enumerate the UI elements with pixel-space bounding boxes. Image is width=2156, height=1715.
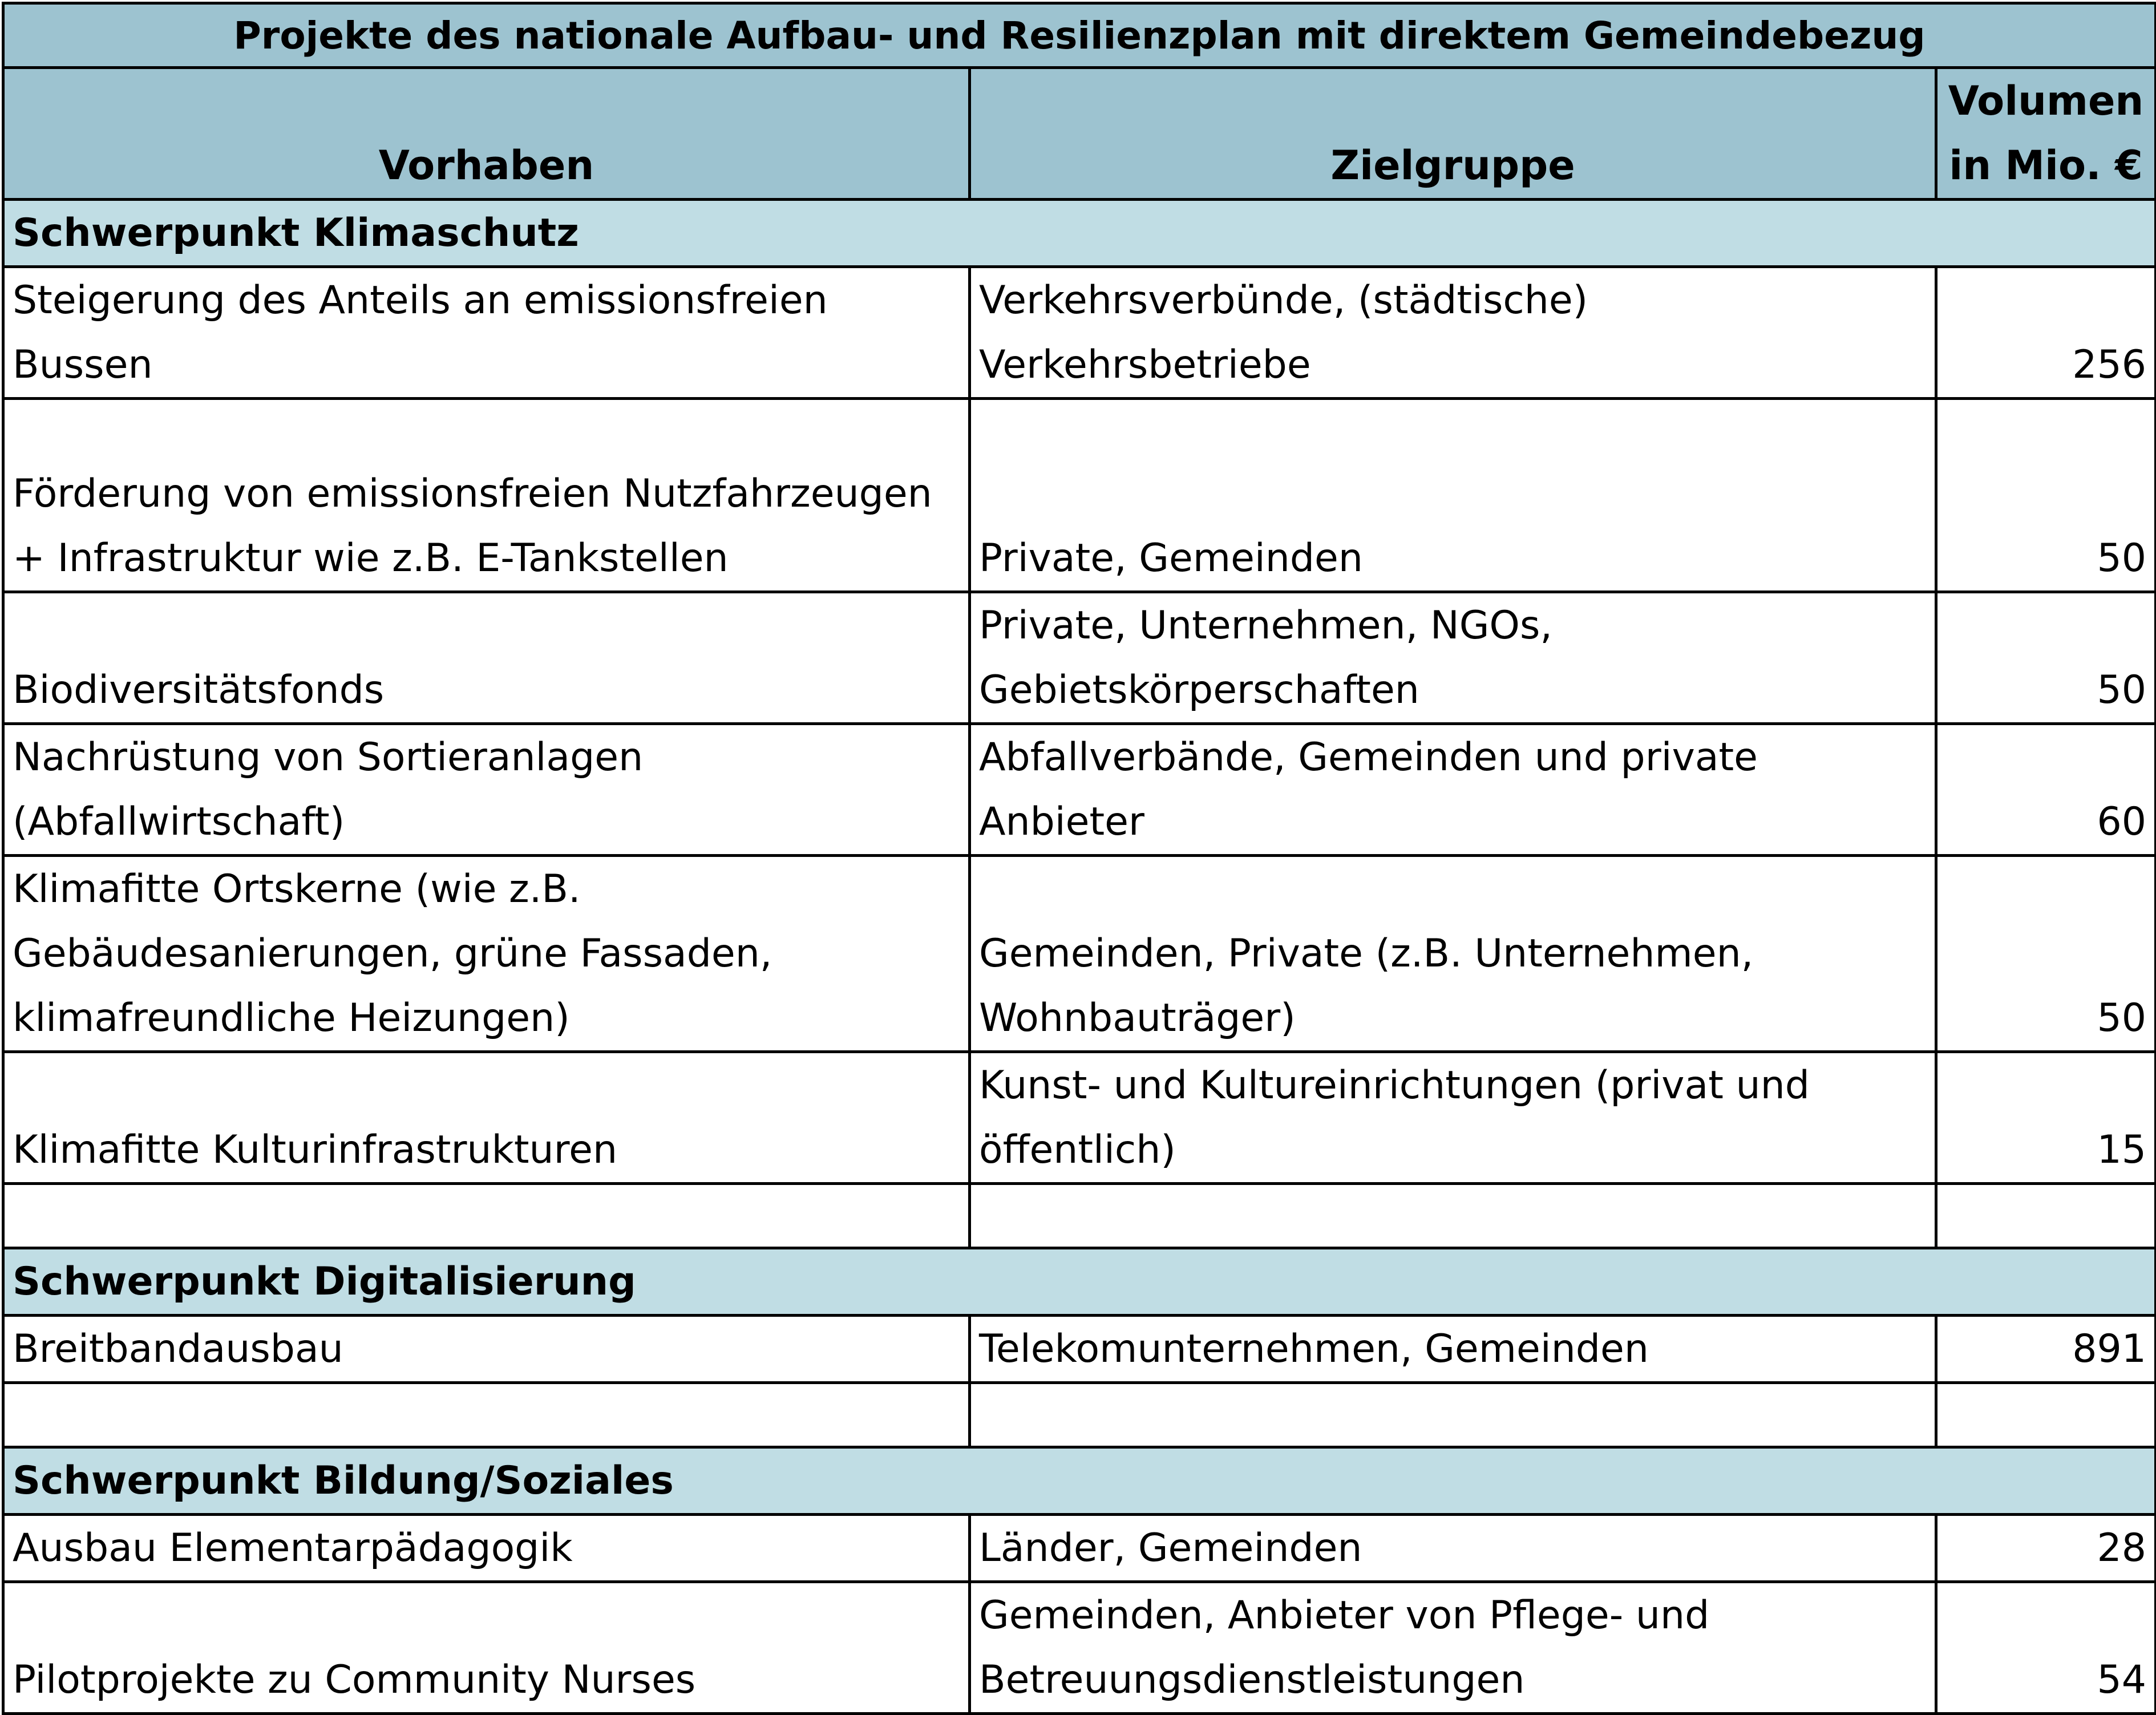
table-row — [3, 1582, 2156, 1714]
empty-cell — [970, 1383, 1936, 1447]
table-row — [3, 1515, 2156, 1582]
cell-vorhaben: Ausbau Elementarpädagogik — [3, 1515, 970, 1582]
table-row — [3, 1052, 2156, 1184]
cell-volumen: 28 — [1936, 1515, 2156, 1582]
cell-zielgruppe: Abfallverbände, Gemeinden und private Anbieter — [970, 724, 1936, 856]
table-row — [3, 1316, 2156, 1383]
empty-cell — [3, 1184, 970, 1248]
cell-vorhaben: Förderung von emissionsfreien Nutzfahrzeugen + Infrastruktur wie z.B. E-Tankstellen — [3, 399, 970, 592]
cell-zielgruppe: Private, Gemeinden — [970, 399, 1936, 592]
cell-zielgruppe: Kunst- und Kultureinrichtungen (privat und öffentlich) — [970, 1052, 1936, 1184]
cell-volumen: 50 — [1936, 856, 2156, 1052]
empty-cell — [3, 1383, 970, 1447]
column-header-row — [3, 68, 2156, 200]
projects-table — [2, 2, 2156, 1715]
table-row — [3, 856, 2156, 1052]
table-row — [3, 267, 2156, 399]
cell-volumen: 50 — [1936, 399, 2156, 592]
cell-volumen: 50 — [1936, 592, 2156, 724]
table-row — [3, 399, 2156, 592]
column-header-vorhaben: Vorhaben — [3, 68, 970, 200]
cell-zielgruppe: Länder, Gemeinden — [970, 1515, 1936, 1582]
cell-vorhaben: Nachrüstung von Sortieranlagen (Abfallwirtschaft) — [3, 724, 970, 856]
empty-row — [3, 1383, 2156, 1447]
cell-volumen: 15 — [1936, 1052, 2156, 1184]
cell-zielgruppe: Verkehrsverbünde, (städtische) Verkehrsbetriebe — [970, 267, 1936, 399]
empty-cell — [1936, 1383, 2156, 1447]
empty-cell — [970, 1184, 1936, 1248]
cell-vorhaben: Klimafitte Kulturinfrastrukturen — [3, 1052, 970, 1184]
section-heading: Schwerpunkt Bildung/Soziales — [3, 1447, 2156, 1515]
cell-vorhaben: Biodiversitätsfonds — [3, 592, 970, 724]
column-header-zielgruppe: Zielgruppe — [970, 68, 1936, 200]
section-heading: Schwerpunkt Digitalisierung — [3, 1248, 2156, 1316]
cell-vorhaben: Klimafitte Ortskerne (wie z.B. Gebäudesanierungen, grüne Fassaden, klimafreundliche Heizungen) — [3, 856, 970, 1052]
cell-vorhaben: Pilotprojekte zu Community Nurses — [3, 1582, 970, 1714]
section-header-row — [3, 1447, 2156, 1515]
section-header-row — [3, 1248, 2156, 1316]
empty-row — [3, 1184, 2156, 1248]
cell-volumen: 891 — [1936, 1316, 2156, 1383]
column-header-volumen: Volumen in Mio. € — [1936, 68, 2156, 200]
table-row — [3, 592, 2156, 724]
table-title-row — [3, 3, 2156, 68]
section-heading: Schwerpunkt Klimaschutz — [3, 200, 2156, 267]
section-header-row — [3, 200, 2156, 267]
cell-zielgruppe: Telekomunternehmen, Gemeinden — [970, 1316, 1936, 1383]
cell-vorhaben: Breitbandausbau — [3, 1316, 970, 1383]
cell-volumen: 256 — [1936, 267, 2156, 399]
table-title: Projekte des nationale Aufbau- und Resilienzplan mit direktem Gemeindebezug — [3, 3, 2156, 68]
cell-zielgruppe: Gemeinden, Anbieter von Pflege- und Betreuungsdienstleistungen — [970, 1582, 1936, 1714]
cell-volumen: 54 — [1936, 1582, 2156, 1714]
empty-cell — [1936, 1184, 2156, 1248]
table-row — [3, 724, 2156, 856]
cell-zielgruppe: Private, Unternehmen, NGOs, Gebietskörperschaften — [970, 592, 1936, 724]
cell-volumen: 60 — [1936, 724, 2156, 856]
cell-vorhaben: Steigerung des Anteils an emissionsfreien Bussen — [3, 267, 970, 399]
cell-zielgruppe: Gemeinden, Private (z.B. Unternehmen, Wohnbauträger) — [970, 856, 1936, 1052]
